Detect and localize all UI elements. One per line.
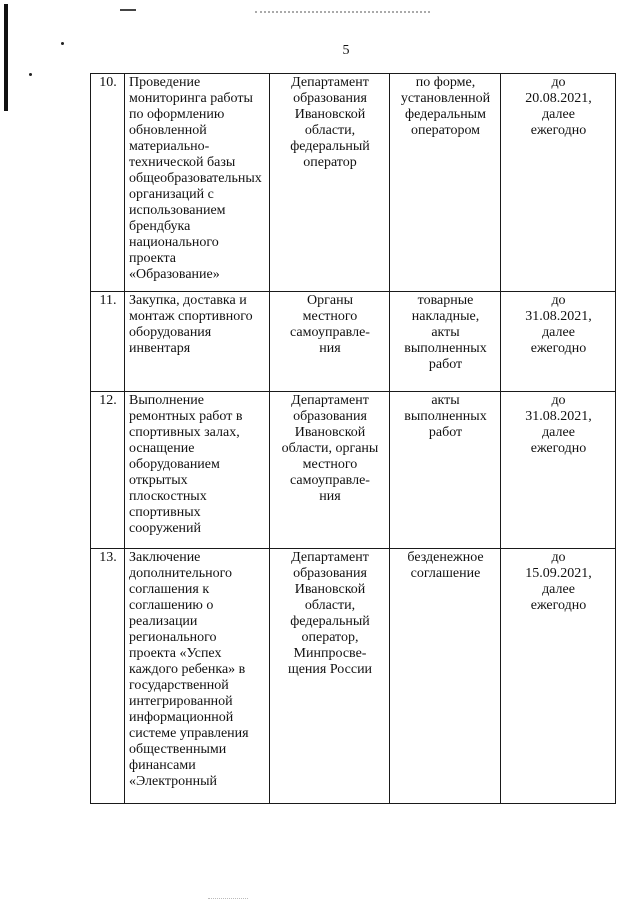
cell-line: щения России xyxy=(287,662,373,677)
cell-line: ния xyxy=(319,341,341,356)
cell-line: оператор xyxy=(303,155,357,170)
cell-line: системе управления xyxy=(129,726,249,741)
deadline-cell xyxy=(501,74,616,292)
report-form-cell xyxy=(390,292,501,392)
cell-line: «Образование» xyxy=(129,267,220,282)
scan-dash xyxy=(120,9,136,11)
cell-line: федеральным xyxy=(405,107,486,122)
cell-line: накладные, xyxy=(411,309,480,324)
cell-line: оснащение xyxy=(129,441,195,456)
report-form-cell xyxy=(390,549,501,804)
cell-line: оператором xyxy=(410,123,481,138)
cell-line: «Электронный xyxy=(129,774,218,789)
deadline-cell xyxy=(501,292,616,392)
cell-line: использованием xyxy=(129,203,226,218)
cell-line: Ивановской xyxy=(294,425,366,440)
cell-line: 20.08.2021, xyxy=(525,91,592,106)
cell-line: сооружений xyxy=(129,521,202,536)
cell-line: каждого ребенка» в xyxy=(129,662,246,677)
cell-line: федеральный xyxy=(290,614,370,629)
cell-line: оборудования xyxy=(129,325,212,340)
cell-line: спортивных xyxy=(129,505,201,520)
cell-line: ния xyxy=(319,489,341,504)
scan-noise xyxy=(255,11,430,13)
cell-line: ежегодно xyxy=(530,441,587,456)
cell-line: до xyxy=(551,293,566,308)
scan-speck xyxy=(29,73,32,76)
cell-line: оборудованием xyxy=(129,457,220,472)
cell-line: ежегодно xyxy=(530,598,587,613)
scan-speck xyxy=(61,42,64,45)
action-cell xyxy=(125,392,270,549)
action-plan-table xyxy=(90,73,616,804)
cell-line: Ивановской xyxy=(294,107,366,122)
cell-line: далее xyxy=(542,425,575,440)
deadline-cell xyxy=(501,549,616,804)
cell-line: работ xyxy=(428,425,463,440)
cell-line: регионального xyxy=(129,630,217,645)
cell-line: инвентаря xyxy=(129,341,191,356)
row-number: 10. xyxy=(91,74,125,292)
cell-line: мониторинга работы xyxy=(129,91,253,106)
cell-line: работ xyxy=(428,357,463,372)
cell-line: плоскостных xyxy=(129,489,207,504)
cell-line: государственной xyxy=(129,678,229,693)
cell-line: ремонтных работ в xyxy=(129,409,243,424)
cell-line: акты xyxy=(431,325,460,340)
page-number: 5 xyxy=(342,43,350,58)
cell-line: акты xyxy=(431,393,460,408)
responsible-cell xyxy=(270,74,390,292)
table-row xyxy=(91,549,616,804)
cell-line: Департамент xyxy=(291,393,369,408)
cell-line: до xyxy=(551,393,566,408)
cell-line: по форме, xyxy=(415,75,476,90)
cell-line: безденежное xyxy=(407,550,484,565)
cell-line: национального xyxy=(129,235,219,250)
row-number: 13. xyxy=(91,549,125,804)
report-form-cell xyxy=(390,392,501,549)
responsible-cell xyxy=(270,392,390,549)
cell-line: Органы xyxy=(307,293,353,308)
cell-line: соглашение xyxy=(410,566,481,581)
cell-line: Минпросве- xyxy=(293,646,367,661)
cell-line: Департамент xyxy=(291,550,369,565)
table-row xyxy=(91,392,616,549)
cell-line: ежегодно xyxy=(530,123,587,138)
report-form-cell xyxy=(390,74,501,292)
cell-line: реализации xyxy=(129,614,198,629)
action-cell xyxy=(125,292,270,392)
cell-line: местного xyxy=(302,457,358,472)
cell-line: проекта «Успех xyxy=(129,646,222,661)
cell-line: образования xyxy=(293,409,367,424)
table-row xyxy=(91,74,616,292)
cell-line: далее xyxy=(542,325,575,340)
scan-edge-mark xyxy=(4,4,8,111)
cell-line: Ивановской xyxy=(294,582,366,597)
cell-line: Заключение xyxy=(129,550,201,565)
cell-line: до xyxy=(551,75,566,90)
scan-noise xyxy=(208,898,248,899)
cell-line: по оформлению xyxy=(129,107,225,122)
cell-line: области, xyxy=(304,123,356,138)
cell-line: 15.09.2021, xyxy=(525,566,592,581)
cell-line: Проведение xyxy=(129,75,201,90)
cell-line: обновленной xyxy=(129,123,207,138)
cell-line: открытых xyxy=(129,473,188,488)
cell-line: далее xyxy=(542,582,575,597)
cell-line: области, xyxy=(304,598,356,613)
cell-line: брендбука xyxy=(129,219,191,234)
cell-line: товарные xyxy=(417,293,474,308)
cell-line: образования xyxy=(293,566,367,581)
cell-line: соглашения к xyxy=(129,582,210,597)
cell-line: Закупка, доставка и xyxy=(129,293,247,308)
cell-line: далее xyxy=(542,107,575,122)
cell-line: оператор, xyxy=(301,630,359,645)
cell-line: дополнительного xyxy=(129,566,232,581)
cell-line: 31.08.2021, xyxy=(525,409,592,424)
cell-line: ежегодно xyxy=(530,341,587,356)
cell-line: технической базы xyxy=(129,155,236,170)
responsible-cell xyxy=(270,292,390,392)
cell-line: федеральный xyxy=(290,139,370,154)
cell-line: образования xyxy=(293,91,367,106)
cell-line: выполненных xyxy=(404,409,487,424)
cell-line: материально- xyxy=(129,139,210,154)
action-cell xyxy=(125,74,270,292)
cell-line: соглашению о xyxy=(129,598,214,613)
row-number: 12. xyxy=(91,392,125,549)
cell-line: организаций с xyxy=(129,187,214,202)
cell-line: финансами xyxy=(129,758,196,773)
cell-line: области, органы xyxy=(281,441,379,456)
cell-line: самоуправле- xyxy=(290,473,370,488)
cell-line: монтаж спортивного xyxy=(129,309,253,324)
cell-line: информационной xyxy=(129,710,234,725)
cell-line: до xyxy=(551,550,566,565)
cell-line: Выполнение xyxy=(129,393,204,408)
cell-line: самоуправле- xyxy=(290,325,370,340)
cell-line: 31.08.2021, xyxy=(525,309,592,324)
cell-line: спортивных залах, xyxy=(129,425,240,440)
cell-line: интегрированной xyxy=(129,694,233,709)
action-cell xyxy=(125,549,270,804)
responsible-cell xyxy=(270,549,390,804)
cell-line: выполненных xyxy=(404,341,487,356)
deadline-cell xyxy=(501,392,616,549)
cell-line: Департамент xyxy=(291,75,369,90)
cell-line: установленной xyxy=(400,91,491,106)
cell-line: общественными xyxy=(129,742,227,757)
row-number: 11. xyxy=(91,292,125,392)
cell-line: проекта xyxy=(129,251,176,266)
cell-line: общеобразовательных xyxy=(129,171,262,186)
table-row xyxy=(91,292,616,392)
cell-line: местного xyxy=(302,309,358,324)
